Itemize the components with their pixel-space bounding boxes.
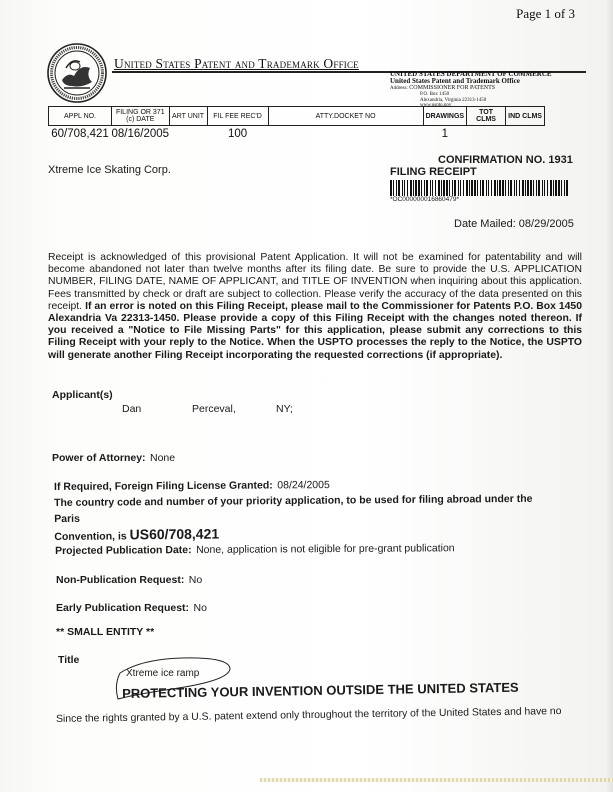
priority-application bbox=[54, 491, 554, 545]
barcode-bar bbox=[530, 180, 532, 196]
epr-value: No bbox=[193, 602, 207, 614]
barcode-bar bbox=[460, 180, 461, 196]
barcode-bar bbox=[494, 180, 496, 196]
barcode-bar bbox=[463, 180, 464, 196]
application-info-table bbox=[48, 106, 545, 140]
commissioner-line: COMMISSIONER FOR PATENTS bbox=[409, 85, 496, 91]
city-line: Alexandria, Virginia 22313-1450 bbox=[420, 97, 487, 103]
address-label: Address: bbox=[390, 86, 408, 91]
barcode-bar bbox=[446, 180, 448, 196]
department-name: UNITED STATES DEPARTMENT OF COMMERCE bbox=[390, 70, 552, 78]
col-tot-clms: TOT CLMS bbox=[467, 107, 506, 126]
atty-docket-value bbox=[268, 126, 423, 141]
intro-paragraph bbox=[48, 252, 582, 362]
barcode-bar bbox=[390, 180, 392, 196]
ffl-label: If Required, Foreign Filing License Granted: bbox=[53, 479, 273, 493]
confirmation-number: CONFIRMATION NO. 1931 bbox=[438, 154, 573, 166]
barcode-bar bbox=[458, 180, 459, 196]
barcode-bar bbox=[474, 180, 476, 196]
appl-no-value: 60/708,421 bbox=[51, 128, 109, 140]
barcode-bar bbox=[426, 180, 428, 196]
barcode-bar bbox=[480, 180, 481, 196]
barcode-bar bbox=[544, 180, 545, 196]
early-publication-request bbox=[56, 598, 207, 616]
page-indicator: Page 1 of 3 bbox=[516, 6, 575, 21]
protect-text: Since the rights granted by a U.S. patent extend only throughout the territory of the United States and have no bbox=[56, 706, 562, 725]
barcode-bar bbox=[438, 180, 440, 196]
barcode-bar bbox=[418, 180, 420, 196]
applicants-label: Applicant(s) bbox=[52, 389, 113, 401]
date-mailed: Date Mailed: 08/29/2005 bbox=[454, 218, 574, 230]
office-name: United States Patent and Trademark Office bbox=[390, 77, 520, 85]
office-title: United States Patent and Trademark Office bbox=[114, 56, 359, 71]
barcode-bar bbox=[497, 180, 498, 196]
barcode-bar bbox=[561, 180, 562, 196]
projected-publication-date bbox=[55, 538, 455, 559]
tot-clms-value bbox=[467, 126, 506, 141]
barcode-bar bbox=[398, 180, 400, 196]
barcode-bar bbox=[410, 180, 412, 196]
barcode-bar bbox=[502, 180, 504, 196]
ffl-value: 08/24/2005 bbox=[277, 479, 330, 492]
barcode-bar bbox=[555, 180, 557, 196]
barcode-bar bbox=[488, 180, 489, 196]
barcode-bar bbox=[553, 180, 554, 196]
poa-value: None bbox=[149, 452, 176, 464]
poa-label: Power of Attorney: bbox=[52, 452, 146, 464]
applicant-first-name: Dan bbox=[122, 403, 142, 415]
barcode-bar bbox=[432, 180, 433, 196]
barcode-bar bbox=[558, 180, 560, 196]
barcode-icon bbox=[390, 180, 572, 196]
barcode-bar bbox=[469, 180, 470, 196]
ppd-value: None, application is not eligible for pre-grant publication bbox=[196, 542, 455, 557]
col-fil-fee: FIL FEE REC'D bbox=[207, 107, 268, 126]
barcode-text: *OC000000016860479* bbox=[390, 196, 460, 203]
priority-number: US60/708,421 bbox=[129, 525, 220, 543]
barcode-bar bbox=[550, 180, 552, 196]
department-address-block bbox=[390, 71, 552, 109]
applicant-state: NY; bbox=[276, 403, 293, 415]
barcode-bar bbox=[435, 180, 436, 196]
barcode-bar bbox=[499, 180, 501, 196]
barcode-bar bbox=[482, 180, 484, 196]
barcode-bar bbox=[505, 180, 506, 196]
barcode-bar bbox=[525, 180, 526, 196]
title-value: Xtreme ice ramp bbox=[126, 668, 200, 679]
barcode-bar bbox=[542, 180, 543, 196]
barcode-bar bbox=[514, 180, 515, 196]
barcode-bar bbox=[566, 180, 568, 196]
po-box-line: P.O. Box 1450 bbox=[420, 92, 450, 97]
non-publication-request bbox=[56, 570, 202, 588]
filing-receipt-title: FILING RECEIPT bbox=[390, 166, 477, 178]
barcode-bar bbox=[547, 180, 548, 196]
barcode-bar bbox=[508, 180, 509, 196]
applicant-last-name: Perceval, bbox=[192, 403, 236, 415]
barcode-bar bbox=[402, 180, 403, 196]
addressee: Xtreme Ice Skating Corp. bbox=[48, 164, 171, 176]
barcode-bar bbox=[536, 180, 537, 196]
barcode-bar bbox=[564, 180, 565, 196]
drawings-value: 1 bbox=[441, 128, 449, 140]
barcode-bar bbox=[538, 180, 540, 196]
barcode-bar bbox=[413, 180, 414, 196]
intro-paragraph-bold: If an error is noted on this Filing Receipt, please mail to the Commissioner for Patents P.O. Box 1450 Alexandria Va 22313-1450. Please provide a copy of this Filing Receipt with the changes noted thereon. If you received a "Notice to File Missing Parts" for this application, please submit any corrections to this Filing Receipt with your reply to the Notice. When the USPTO processes the reply to the Notice, the USPTO will generate another Filing Receipt incorporating the requested corrections (if appropriate). bbox=[48, 300, 582, 361]
barcode-bar bbox=[533, 180, 534, 196]
art-unit-value bbox=[169, 126, 207, 141]
barcode-bar bbox=[454, 180, 456, 196]
intro-paragraph-normal: Receipt is acknowledged of this provisional Patent Application. It will not be examined for patentability and will become abandoned not later than twelve months after its filing date. Be sure to provide the U.S. APPLICATION NUMBER, FILING DATE, NAME OF APPLICANT, and TITLE OF INVENTION when inquiring about this application. Fees transmitted by check or draft are subject to collection. Please verify the accuracy of the data presented on this receipt. bbox=[48, 252, 582, 312]
col-art-unit: ART UNIT bbox=[169, 107, 207, 126]
power-of-attorney bbox=[52, 448, 175, 466]
barcode-bar bbox=[407, 180, 408, 196]
npr-label: Non-Publication Request: bbox=[56, 574, 185, 586]
priority-text-1: The country code and number of your priority application, to be used for filing abroad under the Paris bbox=[54, 492, 533, 525]
ind-clms-value bbox=[506, 126, 545, 141]
title-label: Title bbox=[58, 654, 80, 666]
barcode-bar bbox=[443, 180, 445, 196]
barcode-bar bbox=[404, 180, 405, 196]
ppd-label: Projected Publication Date: bbox=[55, 544, 192, 557]
priority-text-2: Convention, is bbox=[54, 530, 127, 543]
col-atty-docket: ATTY.DOCKET NO bbox=[268, 107, 423, 126]
barcode-bar bbox=[415, 180, 417, 196]
protect-heading: PROTECTING YOUR INVENTION OUTSIDE THE UNITED STATES bbox=[122, 679, 519, 701]
uspto-seal-icon bbox=[46, 42, 108, 104]
col-drawings: DRAWINGS bbox=[423, 107, 467, 126]
page-edge-shadow bbox=[605, 0, 613, 792]
filing-date-value: 08/16/2005 bbox=[111, 128, 170, 140]
barcode-bar bbox=[396, 180, 397, 196]
paper-bottom-edge bbox=[260, 778, 613, 782]
barcode-bar bbox=[430, 180, 431, 196]
barcode-bar bbox=[522, 180, 524, 196]
barcode-bar bbox=[486, 180, 487, 196]
barcode-bar bbox=[527, 180, 529, 196]
entity-status: ** SMALL ENTITY ** bbox=[56, 626, 155, 638]
barcode-bar bbox=[510, 180, 512, 196]
table-row bbox=[49, 126, 545, 141]
barcode-bar bbox=[519, 180, 520, 196]
col-appl-no: APPL NO. bbox=[49, 107, 112, 126]
barcode-bar bbox=[452, 180, 453, 196]
barcode-bar bbox=[466, 180, 468, 196]
barcode-bar bbox=[477, 180, 478, 196]
barcode-bar bbox=[471, 180, 473, 196]
col-ind-clms: IND CLMS bbox=[506, 107, 545, 126]
barcode-bar bbox=[491, 180, 492, 196]
barcode-bar bbox=[516, 180, 517, 196]
fil-fee-value: 100 bbox=[227, 128, 248, 140]
website-line: www.uspto.gov bbox=[420, 103, 452, 108]
barcode-bar bbox=[441, 180, 442, 196]
npr-value: No bbox=[188, 574, 203, 586]
barcode-bar bbox=[421, 180, 422, 196]
col-filing-date: FILING OR 371 (c) DATE bbox=[112, 107, 170, 126]
barcode-bar bbox=[449, 180, 450, 196]
epr-label: Early Publication Request: bbox=[56, 602, 190, 614]
address-line bbox=[390, 85, 552, 92]
barcode-bar bbox=[393, 180, 394, 196]
table-header-row bbox=[49, 107, 545, 126]
barcode-bar bbox=[424, 180, 425, 196]
